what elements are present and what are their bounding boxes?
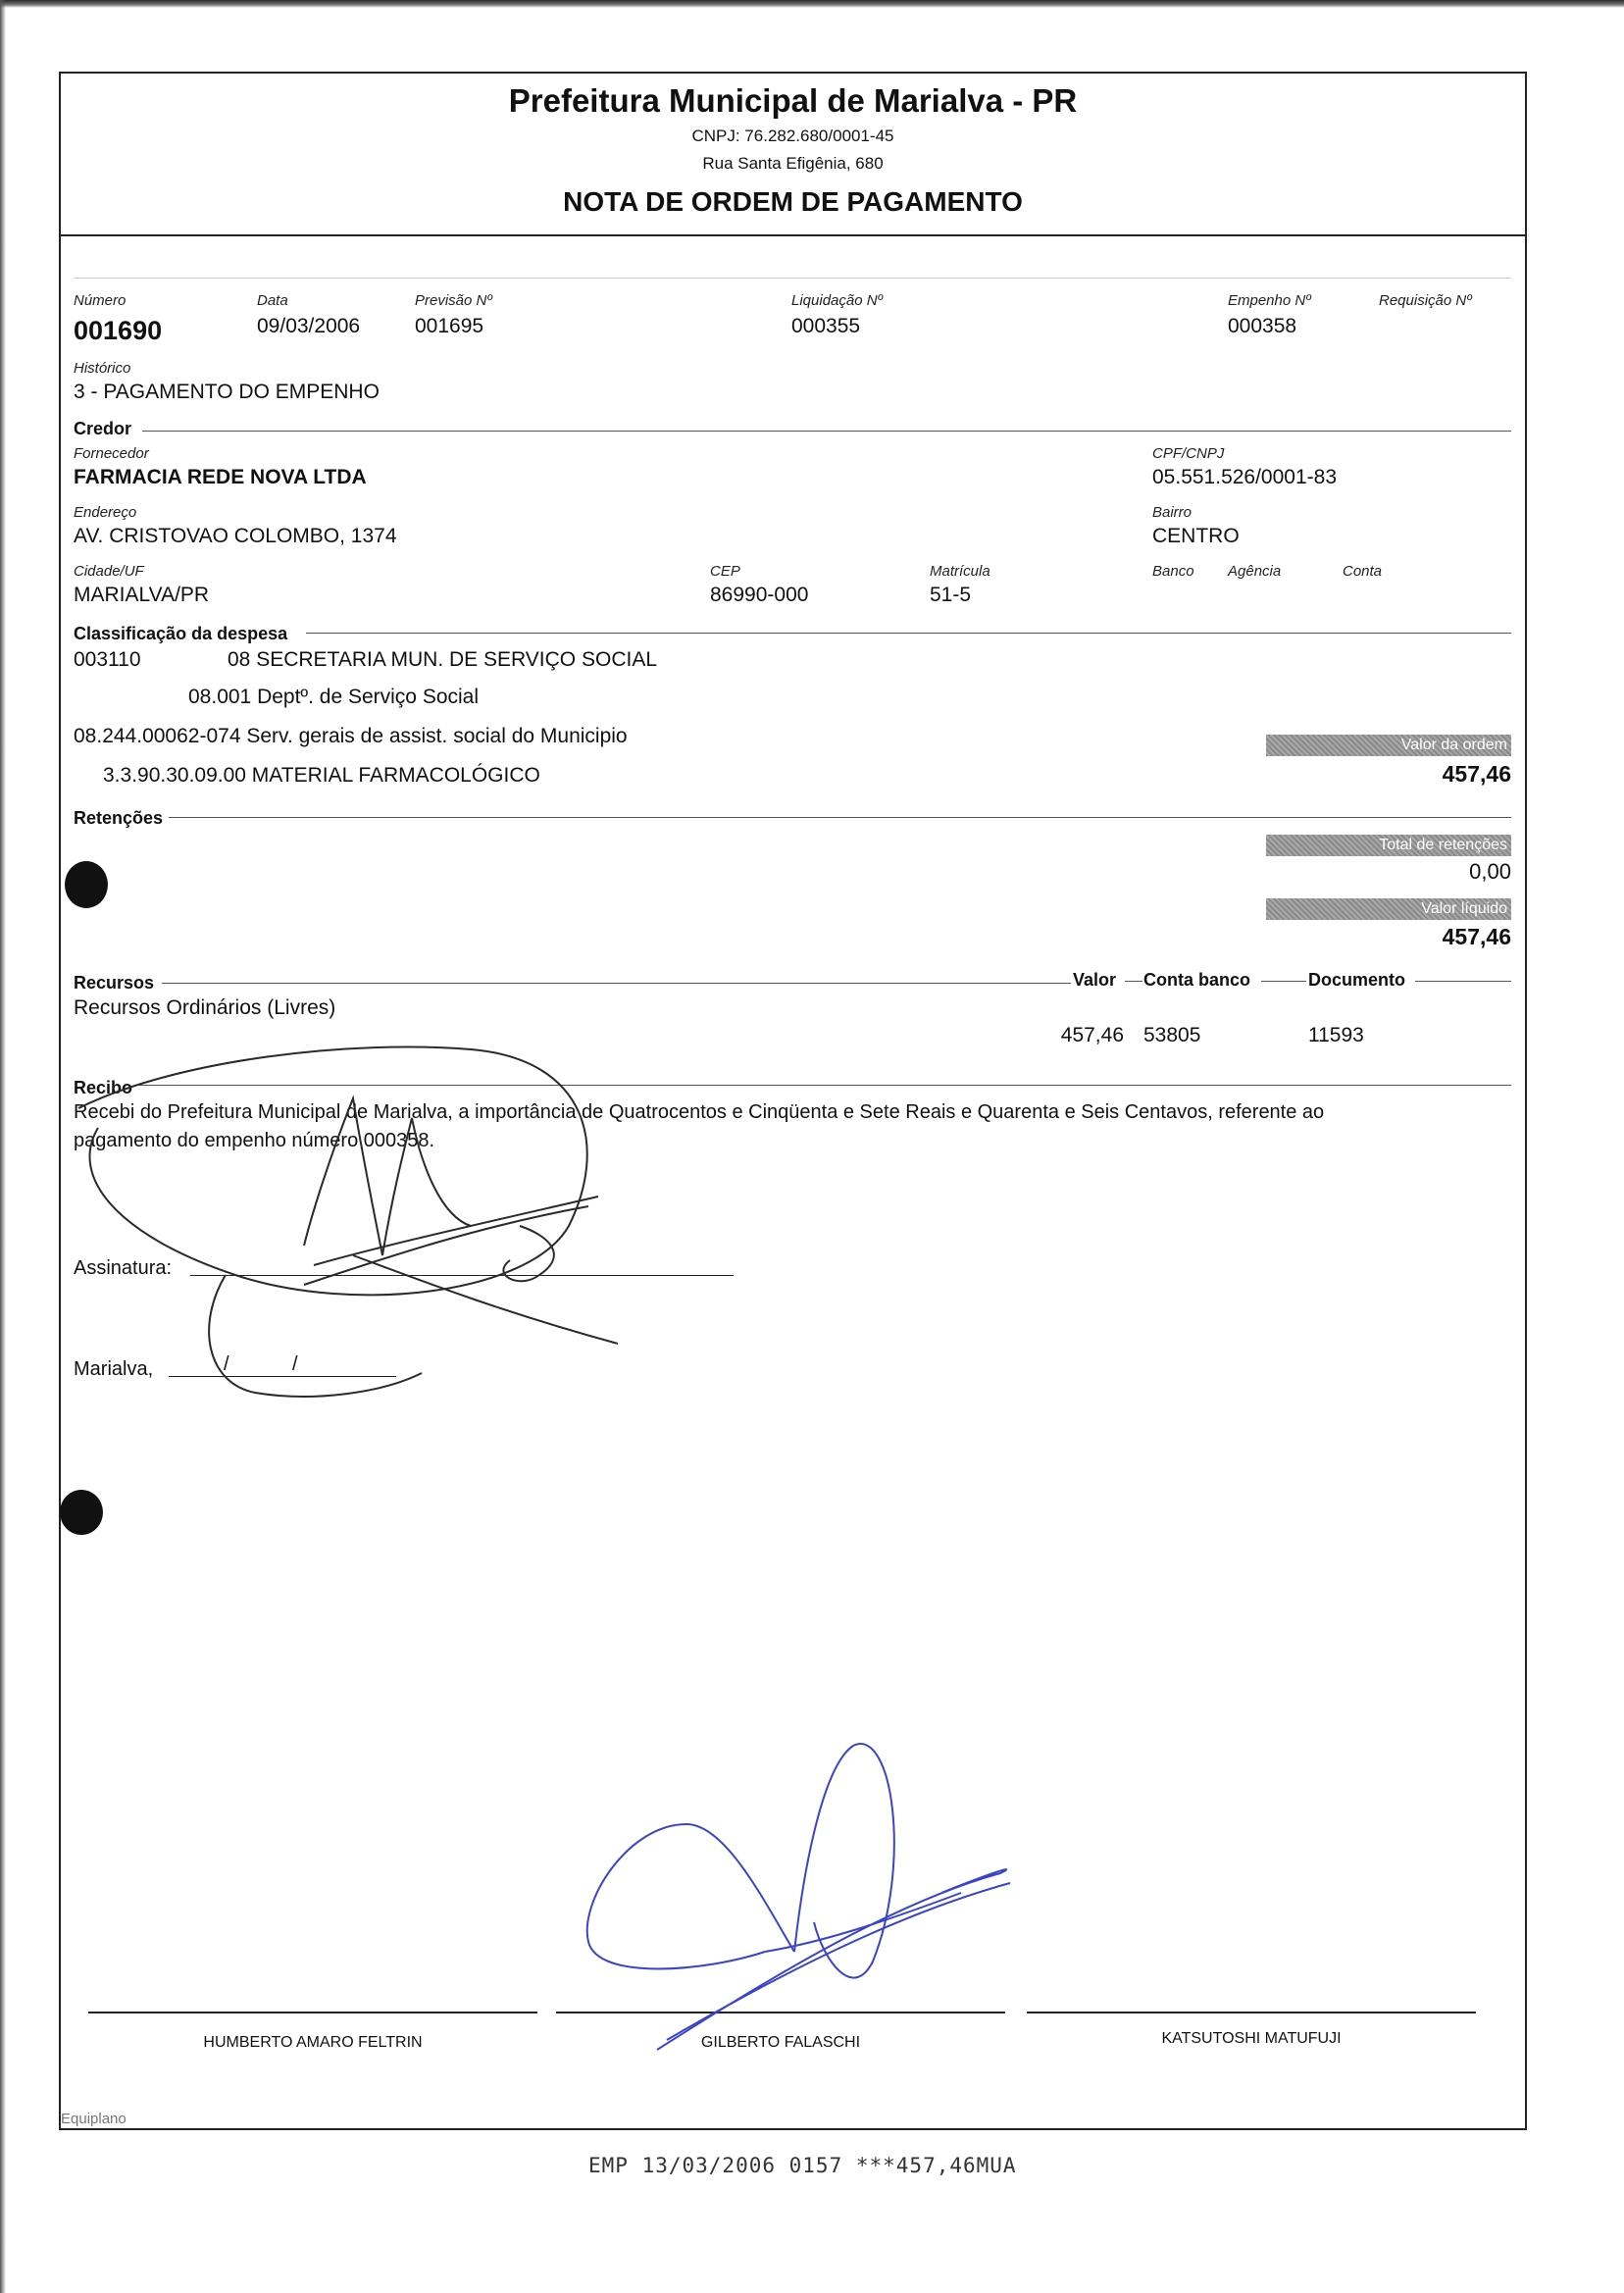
header-separator <box>59 234 1527 236</box>
machine-stamp: EMP 13/03/2006 0157 ***457,46MUA <box>588 2154 1017 2177</box>
previsao-value: 001695 <box>415 315 484 337</box>
recursos-rule <box>162 983 1071 984</box>
software-name: Equiplano <box>61 2111 127 2127</box>
bairro-label: Bairro <box>1152 504 1193 521</box>
org-cnpj: CNPJ: 76.282.680/0001-45 <box>691 127 894 145</box>
recursos-conta-banco: 53805 <box>1143 1024 1201 1046</box>
recursos-rule <box>1125 981 1142 982</box>
liquidacao-label: Liquidação Nº <box>791 292 884 309</box>
valor-ordem-label: Valor da ordem <box>1266 735 1511 756</box>
recursos-rule <box>1261 981 1306 982</box>
valor-ordem-value: 457,46 <box>1442 761 1511 787</box>
classificacao-rule <box>306 633 1511 634</box>
fornecedor-label: Fornecedor <box>74 445 149 462</box>
agencia-label: Agência <box>1228 563 1282 580</box>
recursos-descricao: Recursos Ordinários (Livres) <box>74 996 336 1019</box>
data-value: 09/03/2006 <box>257 315 361 337</box>
recibo-text-line2: pagamento do empenho número 000358. <box>74 1130 435 1151</box>
departamento: 08.001 Deptº. de Serviço Social <box>188 686 480 708</box>
numero-value: 001690 <box>74 316 163 345</box>
recibo-section-label: Recibo <box>74 1078 133 1097</box>
cidade-value: MARIALVA/PR <box>74 584 210 606</box>
total-retencoes-label: Total de retenções <box>1266 835 1511 856</box>
matricula-value: 51-5 <box>930 584 972 606</box>
empenho-value: 000358 <box>1228 315 1297 337</box>
signatory-1-name: HUMBERTO AMARO FELTRIN <box>203 2034 423 2051</box>
classificacao-section-label: Classificação da despesa <box>74 624 288 643</box>
signature-line-3 <box>1027 2012 1476 2013</box>
documento-label: Documento <box>1308 970 1405 990</box>
historico-value: 3 - PAGAMENTO DO EMPENHO <box>74 381 380 403</box>
matricula-label: Matrícula <box>930 563 990 580</box>
fornecedor-value: FARMACIA REDE NOVA LTDA <box>74 466 367 488</box>
assinatura-label: Assinatura: <box>74 1257 173 1279</box>
signatory-2-name: GILBERTO FALASCHI <box>700 2034 861 2051</box>
bairro-value: CENTRO <box>1152 525 1240 547</box>
cep-value: 86990-000 <box>710 584 809 606</box>
endereco-label: Endereço <box>74 504 137 521</box>
empenho-label: Empenho Nº <box>1228 292 1311 309</box>
retencoes-rule <box>169 817 1511 818</box>
data-label: Data <box>257 292 288 309</box>
endereco-value: AV. CRISTOVAO COLOMBO, 1374 <box>74 525 397 547</box>
conta-label: Conta <box>1343 563 1383 580</box>
numero-label: Número <box>74 292 127 309</box>
org-address: Rua Santa Efigênia, 680 <box>702 154 884 173</box>
cpf-cnpj-value: 05.551.526/0001-83 <box>1152 466 1338 488</box>
requisicao-label: Requisição Nº <box>1379 292 1472 309</box>
recursos-documento: 11593 <box>1308 1024 1364 1046</box>
scan-edge <box>0 0 1624 8</box>
recursos-valor-label: Valor <box>1073 970 1117 990</box>
secretaria: 08 SECRETARIA MUN. DE SERVIÇO SOCIAL <box>228 648 658 671</box>
historico-label: Histórico <box>74 360 131 377</box>
divider <box>74 278 1511 279</box>
cpf-cnpj-label: CPF/CNPJ <box>1152 445 1225 462</box>
credor-section-label: Credor <box>74 419 132 438</box>
retencoes-section-label: Retenções <box>74 808 164 828</box>
org-title: Prefeitura Municipal de Marialva - PR <box>508 82 1078 119</box>
signature-line-1 <box>88 2012 537 2013</box>
date-slash: / <box>292 1353 298 1375</box>
scan-edge-left <box>0 0 6 2293</box>
handwritten-signature-blue <box>569 1726 1030 2060</box>
date-slash: / <box>224 1353 229 1375</box>
handwritten-signature-receipt <box>59 1030 647 1402</box>
banco-label: Banco <box>1152 563 1194 580</box>
recursos-section-label: Recursos <box>74 973 155 993</box>
previsao-label: Previsão Nº <box>415 292 492 309</box>
punch-hole <box>65 861 108 908</box>
recibo-text-line1: Recebi do Prefeitura Municipal de Marialva, a importância de Quatrocentos e Cinqüenta e Sete Reais e Quarenta e Seis Centavos, referente ao <box>74 1101 1325 1123</box>
punch-hole <box>60 1490 103 1535</box>
cep-label: CEP <box>710 563 740 580</box>
cidade-label: Cidade/UF <box>74 563 144 580</box>
recursos-rule <box>1415 981 1511 982</box>
conta-banco-label: Conta banco <box>1143 970 1251 990</box>
funcional: 08.244.00062-074 Serv. gerais de assist. social do Municipio <box>74 725 628 747</box>
document-title: NOTA DE ORDEM DE PAGAMENTO <box>563 186 1023 217</box>
liquidacao-value: 000355 <box>791 315 861 337</box>
total-retencoes-value: 0,00 <box>1469 859 1511 884</box>
valor-liquido-label: Valor líquido <box>1266 898 1511 920</box>
valor-liquido-value: 457,46 <box>1442 924 1511 949</box>
elemento-despesa: 3.3.90.30.09.00 MATERIAL FARMACOLÓGICO <box>103 764 540 787</box>
signatory-3-name: KATSUTOSHI MATUFUJI <box>1161 2030 1342 2047</box>
recursos-valor: 457,46 <box>1060 1024 1124 1046</box>
local-data-label: Marialva, <box>74 1358 154 1380</box>
classificacao-code: 003110 <box>74 648 141 671</box>
credor-rule <box>142 431 1511 432</box>
